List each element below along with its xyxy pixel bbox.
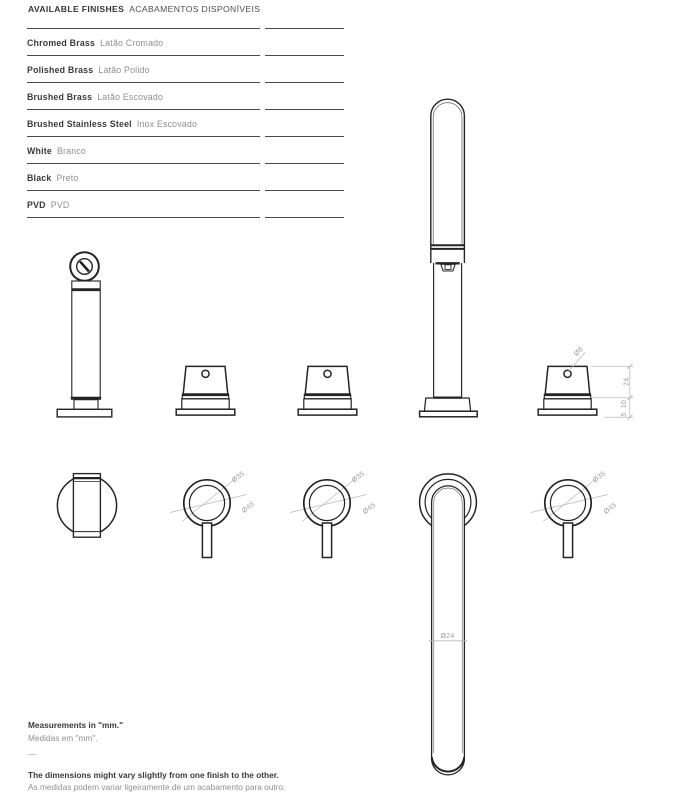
handle-top-view-2 <box>290 479 367 558</box>
spout-tube <box>431 99 465 263</box>
finish-name-pt: Branco <box>56 145 87 156</box>
finish-name-en: Polished Brass <box>27 64 94 75</box>
page-title-pt: ACABAMENTOS DISPONÍVEIS <box>129 4 261 14</box>
pillar-neck <box>74 400 98 410</box>
dim-label-base-upper: 10 <box>621 399 629 409</box>
handle-side-view-dimensioned <box>538 366 597 415</box>
finish-name-en: Black <box>27 172 52 183</box>
handle-side-view-1 <box>176 366 235 415</box>
spout-top-view <box>420 474 477 775</box>
handle-top-view-1 <box>170 479 247 558</box>
pillar-tap-side-view <box>57 252 112 417</box>
dim-label-hole: Ø8 <box>572 345 585 358</box>
finish-name-pt: Latão Polido <box>98 64 150 75</box>
note-measurements-en: Measurements in "mm." <box>28 720 124 730</box>
dim-label-outer-diameter: Ø45 <box>361 501 378 516</box>
finish-name-en: PVD <box>27 199 46 210</box>
spout-side-view <box>420 99 478 417</box>
dim-label-inner-diameter: Ø35 <box>230 470 247 485</box>
pillar-base-plate <box>57 409 112 417</box>
finish-name-pt: Latão Escovado <box>97 91 164 102</box>
page-title-en: AVAILABLE FINISHES <box>28 4 125 14</box>
note-measurements-pt: Medidas em "mm". <box>28 732 98 743</box>
footnotes <box>28 719 285 794</box>
handle-top-view-3 <box>531 479 608 558</box>
dim-label-spout-diameter: Ø24 <box>440 633 455 641</box>
spout-base-block <box>424 398 470 411</box>
dim-label-inner-diameter: Ø35 <box>350 470 367 485</box>
pillar-body <box>72 281 100 398</box>
finish-name-pt: Inox Escovado <box>136 118 198 129</box>
finish-name-pt: Preto <box>56 172 79 183</box>
finish-name-pt: PVD <box>50 199 70 210</box>
dim-label-outer-diameter: Ø45 <box>240 500 257 515</box>
handle-side-view-2 <box>298 366 357 415</box>
pillar-tap-top-view <box>57 474 116 538</box>
note-separator: — <box>28 749 37 759</box>
dim-label-inner-diameter: Ø35 <box>591 470 608 485</box>
finish-name-en: Chromed Brass <box>27 37 96 48</box>
finish-name-en: White <box>27 145 52 156</box>
finish-name-en: Brushed Brass <box>27 91 93 102</box>
note-variance-en: The dimensions might vary slightly from one finish to the other. <box>28 769 279 780</box>
dim-label-base-lower: 5 <box>621 412 629 417</box>
spout-base-plate <box>420 411 478 417</box>
dim-label-body-height: 24 <box>623 377 631 386</box>
note-variance-pt: As medidas podem variar ligeiramente de um acabamento para outro. <box>28 782 286 792</box>
finish-name-pt: Latão Cromado <box>100 37 164 48</box>
dim-label-outer-diameter: Ø45 <box>602 501 619 516</box>
finish-name-en: Brushed Stainless Steel <box>27 118 132 129</box>
knob-slot <box>80 262 89 272</box>
spout-tube-outline <box>432 486 465 775</box>
